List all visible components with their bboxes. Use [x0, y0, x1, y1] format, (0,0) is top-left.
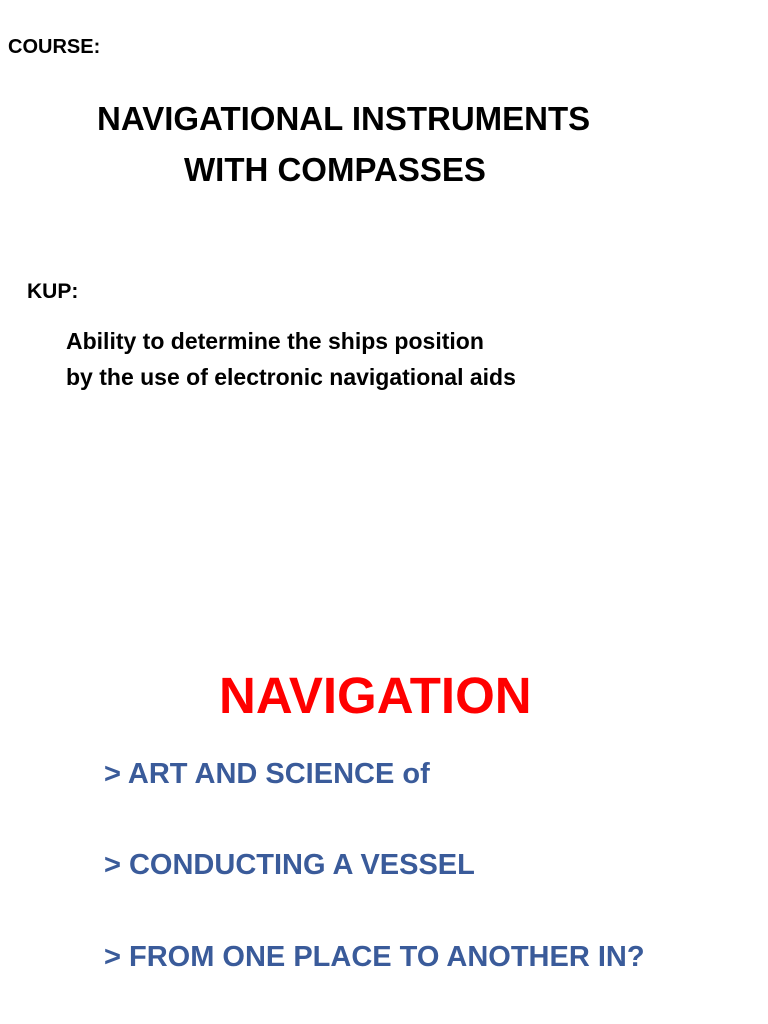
course-title-line-1: NAVIGATIONAL INSTRUMENTS [97, 100, 591, 137]
kup-label: KUP: [27, 280, 79, 303]
kup-description-line-2: by the use of electronic navigational aids [66, 364, 516, 390]
navigation-heading: NAVIGATION [219, 667, 532, 724]
course-title-line-2: WITH COMPASSES [184, 151, 486, 188]
navigation-point: > ART AND SCIENCE of [104, 758, 430, 790]
kup-description-line-1: Ability to determine the ships position [66, 328, 484, 354]
course-label: COURSE: [8, 36, 101, 58]
navigation-point: > FROM ONE PLACE TO ANOTHER IN? [104, 941, 645, 973]
navigation-point: > CONDUCTING A VESSEL [104, 849, 475, 881]
